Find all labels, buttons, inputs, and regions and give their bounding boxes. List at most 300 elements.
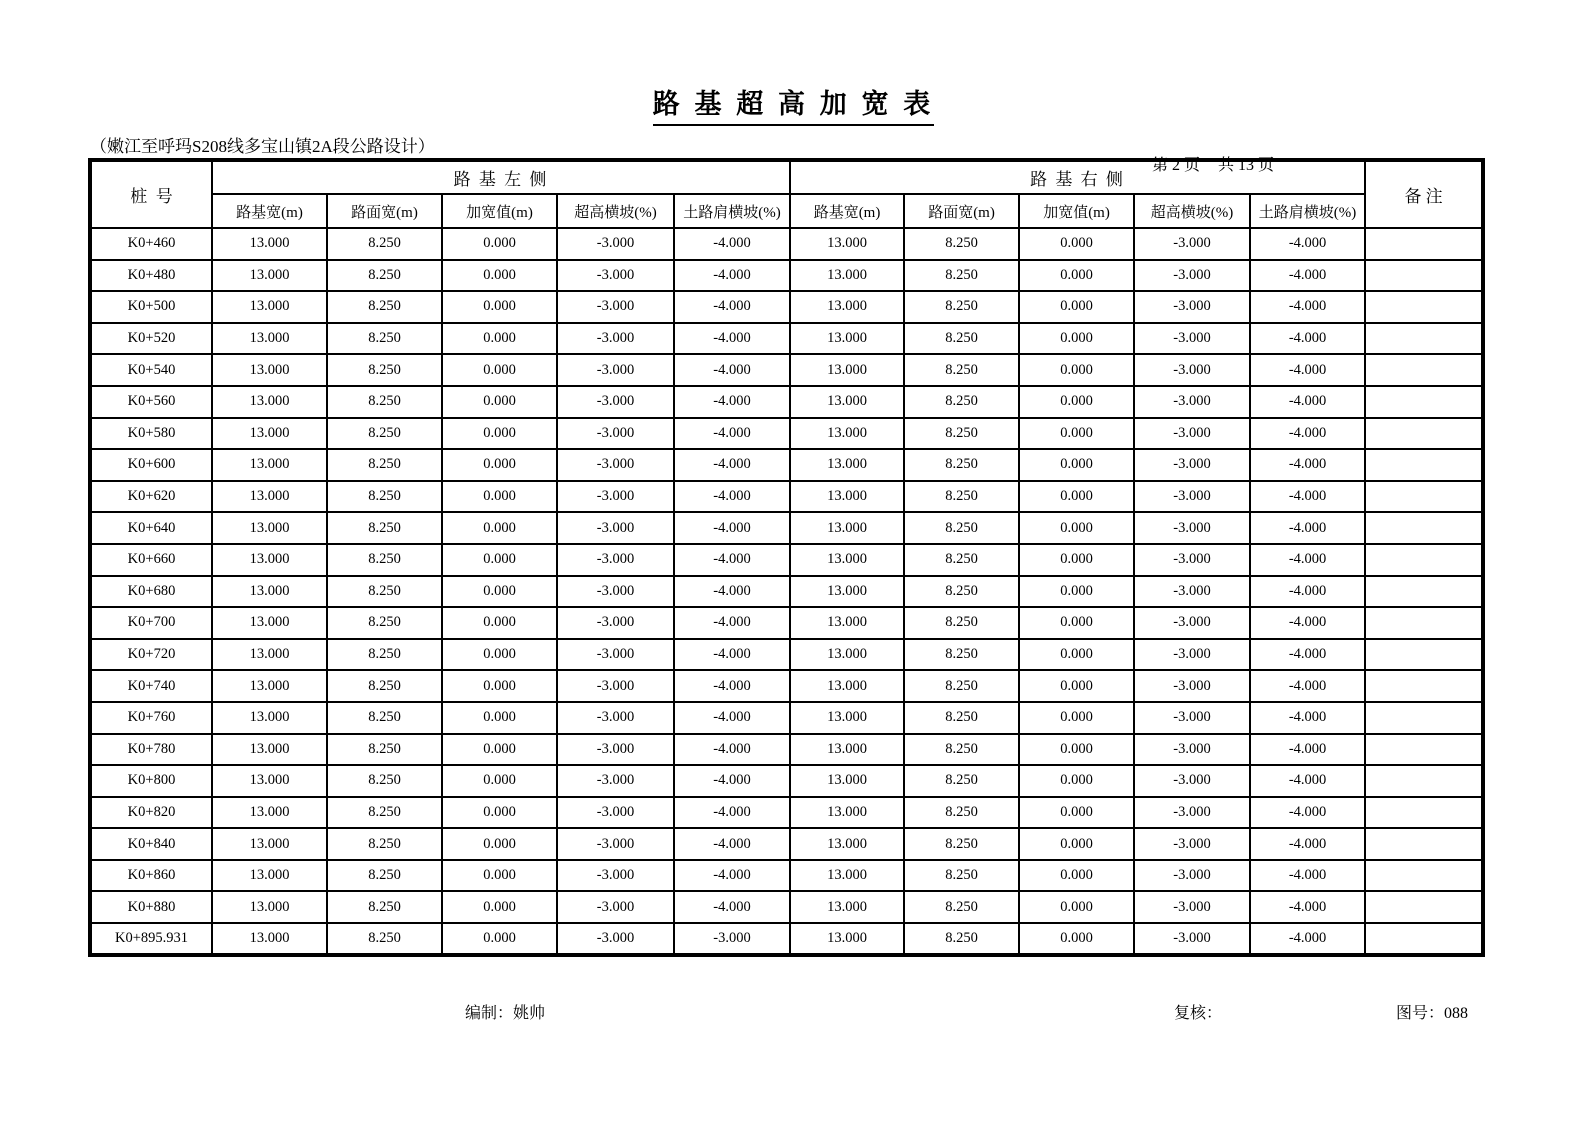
right-superelevation-slope-cell: -3.000 [1134, 734, 1250, 766]
col-header-station: 桩 号 [90, 160, 212, 228]
right-shoulder-slope-cell: -4.000 [1250, 860, 1365, 892]
station-cell: K0+480 [90, 260, 212, 292]
right-shoulder-slope-cell: -4.000 [1250, 797, 1365, 829]
left-roadbed-width-cell: 13.000 [212, 923, 327, 955]
right-pavement-width-cell: 8.250 [904, 512, 1019, 544]
note-cell [1365, 765, 1483, 797]
left-roadbed-width-cell: 13.000 [212, 418, 327, 450]
right-pavement-width-cell: 8.250 [904, 260, 1019, 292]
right-widening-value-cell: 0.000 [1019, 607, 1134, 639]
left-widening-value-cell: 0.000 [442, 639, 557, 671]
left-pavement-width-cell: 8.250 [327, 639, 442, 671]
note-cell [1365, 386, 1483, 418]
right-roadbed-width-cell: 13.000 [790, 544, 904, 576]
left-widening-value-cell: 0.000 [442, 860, 557, 892]
left-superelevation-slope-cell: -3.000 [557, 323, 674, 355]
left-shoulder-slope-cell: -4.000 [674, 323, 790, 355]
left-roadbed-width-cell: 13.000 [212, 449, 327, 481]
note-cell [1365, 670, 1483, 702]
right-shoulder-slope-cell: -4.000 [1250, 291, 1365, 323]
note-cell [1365, 481, 1483, 513]
table-row [90, 639, 1483, 671]
table-row [90, 228, 1483, 260]
left-pavement-width-cell: 8.250 [327, 607, 442, 639]
station-cell: K0+700 [90, 607, 212, 639]
left-superelevation-slope-cell: -3.000 [557, 449, 674, 481]
left-roadbed-width-cell: 13.000 [212, 797, 327, 829]
table-body [90, 228, 1483, 955]
note-cell [1365, 354, 1483, 386]
left-pavement-width-cell: 8.250 [327, 923, 442, 955]
left-pavement-width-cell: 8.250 [327, 291, 442, 323]
right-roadbed-width-cell: 13.000 [790, 797, 904, 829]
table-row [90, 923, 1483, 955]
left-roadbed-width-cell: 13.000 [212, 323, 327, 355]
right-shoulder-slope-cell: -4.000 [1250, 323, 1365, 355]
col-header-right-section: 路 基 右 侧 [790, 160, 1365, 194]
left-pavement-width-cell: 8.250 [327, 734, 442, 766]
left-pavement-width-cell: 8.250 [327, 512, 442, 544]
right-superelevation-slope-cell: -3.000 [1134, 828, 1250, 860]
note-cell [1365, 544, 1483, 576]
left-roadbed-width-cell: 13.000 [212, 260, 327, 292]
right-roadbed-width-cell: 13.000 [790, 860, 904, 892]
left-widening-value-cell: 0.000 [442, 828, 557, 860]
right-superelevation-slope-cell: -3.000 [1134, 797, 1250, 829]
station-cell: K0+780 [90, 734, 212, 766]
left-shoulder-slope-cell: -4.000 [674, 291, 790, 323]
left-superelevation-slope-cell: -3.000 [557, 544, 674, 576]
left-shoulder-slope-cell: -4.000 [674, 891, 790, 923]
right-roadbed-width-cell: 13.000 [790, 607, 904, 639]
col-header-right-superelevation-slope: 超高横坡(%) [1134, 194, 1250, 228]
station-cell: K0+540 [90, 354, 212, 386]
left-superelevation-slope-cell: -3.000 [557, 228, 674, 260]
note-cell [1365, 512, 1483, 544]
meta-row [0, 132, 1587, 174]
left-widening-value-cell: 0.000 [442, 765, 557, 797]
left-pavement-width-cell: 8.250 [327, 891, 442, 923]
left-superelevation-slope-cell: -3.000 [557, 702, 674, 734]
left-shoulder-slope-cell: -3.000 [674, 923, 790, 955]
right-widening-value-cell: 0.000 [1019, 797, 1134, 829]
right-widening-value-cell: 0.000 [1019, 449, 1134, 481]
right-widening-value-cell: 0.000 [1019, 828, 1134, 860]
right-pavement-width-cell: 8.250 [904, 607, 1019, 639]
left-widening-value-cell: 0.000 [442, 512, 557, 544]
left-widening-value-cell: 0.000 [442, 354, 557, 386]
current-page-label: 第 2 页 [1152, 157, 1201, 174]
left-roadbed-width-cell: 13.000 [212, 860, 327, 892]
right-superelevation-slope-cell: -3.000 [1134, 860, 1250, 892]
right-superelevation-slope-cell: -3.000 [1134, 418, 1250, 450]
right-shoulder-slope-cell: -4.000 [1250, 228, 1365, 260]
station-cell: K0+660 [90, 544, 212, 576]
right-widening-value-cell: 0.000 [1019, 418, 1134, 450]
station-cell: K0+880 [90, 891, 212, 923]
right-roadbed-width-cell: 13.000 [790, 923, 904, 955]
left-roadbed-width-cell: 13.000 [212, 734, 327, 766]
right-shoulder-slope-cell: -4.000 [1250, 544, 1365, 576]
note-cell [1365, 891, 1483, 923]
left-widening-value-cell: 0.000 [442, 923, 557, 955]
right-roadbed-width-cell: 13.000 [790, 702, 904, 734]
left-roadbed-width-cell: 13.000 [212, 576, 327, 608]
left-pavement-width-cell: 8.250 [327, 765, 442, 797]
left-roadbed-width-cell: 13.000 [212, 828, 327, 860]
right-superelevation-slope-cell: -3.000 [1134, 576, 1250, 608]
left-superelevation-slope-cell: -3.000 [557, 828, 674, 860]
right-pavement-width-cell: 8.250 [904, 291, 1019, 323]
right-shoulder-slope-cell: -4.000 [1250, 828, 1365, 860]
left-shoulder-slope-cell: -4.000 [674, 418, 790, 450]
station-cell: K0+760 [90, 702, 212, 734]
left-widening-value-cell: 0.000 [442, 670, 557, 702]
left-superelevation-slope-cell: -3.000 [557, 765, 674, 797]
table-row [90, 702, 1483, 734]
right-roadbed-width-cell: 13.000 [790, 418, 904, 450]
right-superelevation-slope-cell: -3.000 [1134, 923, 1250, 955]
left-widening-value-cell: 0.000 [442, 544, 557, 576]
station-cell: K0+560 [90, 386, 212, 418]
left-widening-value-cell: 0.000 [442, 576, 557, 608]
left-roadbed-width-cell: 13.000 [212, 702, 327, 734]
right-roadbed-width-cell: 13.000 [790, 228, 904, 260]
page-title: 路 基 超 高 加 宽 表 [653, 82, 935, 126]
right-widening-value-cell: 0.000 [1019, 860, 1134, 892]
col-header-left-roadbed-width: 路基宽(m) [212, 194, 327, 228]
left-superelevation-slope-cell: -3.000 [557, 670, 674, 702]
right-superelevation-slope-cell: -3.000 [1134, 670, 1250, 702]
compiled-by-label: 编制：姚帅 [465, 1005, 546, 1022]
col-header-right-pavement-width: 路面宽(m) [904, 194, 1019, 228]
col-header-right-roadbed-width: 路基宽(m) [790, 194, 904, 228]
left-pavement-width-cell: 8.250 [327, 481, 442, 513]
station-cell: K0+680 [90, 576, 212, 608]
right-widening-value-cell: 0.000 [1019, 354, 1134, 386]
right-shoulder-slope-cell: -4.000 [1250, 576, 1365, 608]
right-pavement-width-cell: 8.250 [904, 797, 1019, 829]
right-superelevation-slope-cell: -3.000 [1134, 639, 1250, 671]
right-superelevation-slope-cell: -3.000 [1134, 702, 1250, 734]
right-shoulder-slope-cell: -4.000 [1250, 670, 1365, 702]
left-superelevation-slope-cell: -3.000 [557, 891, 674, 923]
superelevation-widening-table [88, 158, 1485, 957]
left-shoulder-slope-cell: -4.000 [674, 702, 790, 734]
page-number-info [1128, 134, 1292, 193]
right-pavement-width-cell: 8.250 [904, 639, 1019, 671]
note-cell [1365, 702, 1483, 734]
table-row [90, 418, 1483, 450]
right-pavement-width-cell: 8.250 [904, 670, 1019, 702]
right-superelevation-slope-cell: -3.000 [1134, 291, 1250, 323]
table-row [90, 765, 1483, 797]
note-cell [1365, 418, 1483, 450]
right-roadbed-width-cell: 13.000 [790, 891, 904, 923]
right-pavement-width-cell: 8.250 [904, 576, 1019, 608]
left-shoulder-slope-cell: -4.000 [674, 734, 790, 766]
col-header-left-shoulder-slope: 土路肩横坡(%) [674, 194, 790, 228]
right-pavement-width-cell: 8.250 [904, 228, 1019, 260]
left-roadbed-width-cell: 13.000 [212, 512, 327, 544]
note-cell [1365, 291, 1483, 323]
right-roadbed-width-cell: 13.000 [790, 512, 904, 544]
right-pavement-width-cell: 8.250 [904, 734, 1019, 766]
note-cell [1365, 797, 1483, 829]
right-pavement-width-cell: 8.250 [904, 354, 1019, 386]
left-superelevation-slope-cell: -3.000 [557, 512, 674, 544]
right-roadbed-width-cell: 13.000 [790, 828, 904, 860]
table-row [90, 607, 1483, 639]
note-cell [1365, 639, 1483, 671]
right-widening-value-cell: 0.000 [1019, 323, 1134, 355]
table-row [90, 797, 1483, 829]
left-superelevation-slope-cell: -3.000 [557, 481, 674, 513]
table-row [90, 354, 1483, 386]
station-cell: K0+520 [90, 323, 212, 355]
right-widening-value-cell: 0.000 [1019, 891, 1134, 923]
right-superelevation-slope-cell: -3.000 [1134, 765, 1250, 797]
left-widening-value-cell: 0.000 [442, 702, 557, 734]
right-widening-value-cell: 0.000 [1019, 576, 1134, 608]
left-superelevation-slope-cell: -3.000 [557, 860, 674, 892]
right-superelevation-slope-cell: -3.000 [1134, 607, 1250, 639]
table-row [90, 481, 1483, 513]
note-cell [1365, 607, 1483, 639]
left-widening-value-cell: 0.000 [442, 228, 557, 260]
table-row [90, 734, 1483, 766]
left-pavement-width-cell: 8.250 [327, 228, 442, 260]
right-pavement-width-cell: 8.250 [904, 386, 1019, 418]
table-row [90, 291, 1483, 323]
left-widening-value-cell: 0.000 [442, 481, 557, 513]
col-header-left-widening-value: 加宽值(m) [442, 194, 557, 228]
col-header-right-widening-value: 加宽值(m) [1019, 194, 1134, 228]
left-widening-value-cell: 0.000 [442, 607, 557, 639]
col-header-right-shoulder-slope: 土路肩横坡(%) [1250, 194, 1365, 228]
left-shoulder-slope-cell: -4.000 [674, 860, 790, 892]
left-superelevation-slope-cell: -3.000 [557, 639, 674, 671]
left-widening-value-cell: 0.000 [442, 386, 557, 418]
station-cell: K0+580 [90, 418, 212, 450]
right-superelevation-slope-cell: -3.000 [1134, 891, 1250, 923]
station-cell: K0+860 [90, 860, 212, 892]
right-roadbed-width-cell: 13.000 [790, 260, 904, 292]
station-cell: K0+720 [90, 639, 212, 671]
table-row [90, 449, 1483, 481]
left-roadbed-width-cell: 13.000 [212, 607, 327, 639]
right-roadbed-width-cell: 13.000 [790, 734, 904, 766]
right-superelevation-slope-cell: -3.000 [1134, 260, 1250, 292]
station-cell: K0+620 [90, 481, 212, 513]
station-cell: K0+640 [90, 512, 212, 544]
left-roadbed-width-cell: 13.000 [212, 639, 327, 671]
left-shoulder-slope-cell: -4.000 [674, 481, 790, 513]
right-shoulder-slope-cell: -4.000 [1250, 449, 1365, 481]
right-pavement-width-cell: 8.250 [904, 323, 1019, 355]
table-row [90, 544, 1483, 576]
drawing-number-label: 图号：088 [1396, 1005, 1469, 1022]
left-widening-value-cell: 0.000 [442, 797, 557, 829]
right-pavement-width-cell: 8.250 [904, 418, 1019, 450]
right-widening-value-cell: 0.000 [1019, 544, 1134, 576]
right-widening-value-cell: 0.000 [1019, 702, 1134, 734]
note-cell [1365, 734, 1483, 766]
station-cell: K0+460 [90, 228, 212, 260]
left-pavement-width-cell: 8.250 [327, 544, 442, 576]
left-shoulder-slope-cell: -4.000 [674, 639, 790, 671]
right-widening-value-cell: 0.000 [1019, 512, 1134, 544]
right-superelevation-slope-cell: -3.000 [1134, 449, 1250, 481]
col-header-left-superelevation-slope: 超高横坡(%) [557, 194, 674, 228]
right-shoulder-slope-cell: -4.000 [1250, 260, 1365, 292]
left-pavement-width-cell: 8.250 [327, 670, 442, 702]
left-pavement-width-cell: 8.250 [327, 386, 442, 418]
right-shoulder-slope-cell: -4.000 [1250, 891, 1365, 923]
left-superelevation-slope-cell: -3.000 [557, 576, 674, 608]
note-cell [1365, 828, 1483, 860]
right-widening-value-cell: 0.000 [1019, 734, 1134, 766]
table-header-row-columns [90, 194, 1483, 228]
left-superelevation-slope-cell: -3.000 [557, 607, 674, 639]
table-row [90, 670, 1483, 702]
left-superelevation-slope-cell: -3.000 [557, 734, 674, 766]
note-cell [1365, 576, 1483, 608]
left-superelevation-slope-cell: -3.000 [557, 260, 674, 292]
right-roadbed-width-cell: 13.000 [790, 386, 904, 418]
right-superelevation-slope-cell: -3.000 [1134, 323, 1250, 355]
table-row [90, 260, 1483, 292]
left-roadbed-width-cell: 13.000 [212, 481, 327, 513]
left-pavement-width-cell: 8.250 [327, 323, 442, 355]
right-pavement-width-cell: 8.250 [904, 702, 1019, 734]
left-widening-value-cell: 0.000 [442, 891, 557, 923]
note-cell [1365, 323, 1483, 355]
right-widening-value-cell: 0.000 [1019, 386, 1134, 418]
right-shoulder-slope-cell: -4.000 [1250, 354, 1365, 386]
right-shoulder-slope-cell: -4.000 [1250, 765, 1365, 797]
left-shoulder-slope-cell: -4.000 [674, 386, 790, 418]
right-superelevation-slope-cell: -3.000 [1134, 228, 1250, 260]
right-widening-value-cell: 0.000 [1019, 923, 1134, 955]
col-header-notes: 备 注 [1365, 160, 1483, 228]
left-widening-value-cell: 0.000 [442, 291, 557, 323]
left-shoulder-slope-cell: -4.000 [674, 607, 790, 639]
left-pavement-width-cell: 8.250 [327, 260, 442, 292]
note-cell [1365, 923, 1483, 955]
left-pavement-width-cell: 8.250 [327, 702, 442, 734]
left-shoulder-slope-cell: -4.000 [674, 797, 790, 829]
left-shoulder-slope-cell: -4.000 [674, 512, 790, 544]
station-cell: K0+800 [90, 765, 212, 797]
left-pavement-width-cell: 8.250 [327, 354, 442, 386]
right-shoulder-slope-cell: -4.000 [1250, 734, 1365, 766]
right-shoulder-slope-cell: -4.000 [1250, 386, 1365, 418]
station-cell: K0+840 [90, 828, 212, 860]
left-widening-value-cell: 0.000 [442, 260, 557, 292]
table-row [90, 512, 1483, 544]
reviewed-by-label: 复核： [1174, 1005, 1223, 1022]
right-widening-value-cell: 0.000 [1019, 260, 1134, 292]
note-cell [1365, 860, 1483, 892]
right-superelevation-slope-cell: -3.000 [1134, 512, 1250, 544]
right-shoulder-slope-cell: -4.000 [1250, 512, 1365, 544]
left-superelevation-slope-cell: -3.000 [557, 386, 674, 418]
right-shoulder-slope-cell: -4.000 [1250, 481, 1365, 513]
station-cell: K0+740 [90, 670, 212, 702]
right-widening-value-cell: 0.000 [1019, 639, 1134, 671]
left-superelevation-slope-cell: -3.000 [557, 354, 674, 386]
table-row [90, 576, 1483, 608]
left-superelevation-slope-cell: -3.000 [557, 923, 674, 955]
title-wrap [0, 0, 1587, 126]
left-widening-value-cell: 0.000 [442, 734, 557, 766]
left-pavement-width-cell: 8.250 [327, 797, 442, 829]
left-shoulder-slope-cell: -4.000 [674, 765, 790, 797]
station-cell: K0+820 [90, 797, 212, 829]
station-cell: K0+600 [90, 449, 212, 481]
left-shoulder-slope-cell: -4.000 [674, 449, 790, 481]
left-pavement-width-cell: 8.250 [327, 449, 442, 481]
left-roadbed-width-cell: 13.000 [212, 228, 327, 260]
right-widening-value-cell: 0.000 [1019, 291, 1134, 323]
col-header-left-pavement-width: 路面宽(m) [327, 194, 442, 228]
right-superelevation-slope-cell: -3.000 [1134, 544, 1250, 576]
left-shoulder-slope-cell: -4.000 [674, 576, 790, 608]
left-superelevation-slope-cell: -3.000 [557, 797, 674, 829]
station-cell: K0+895.931 [90, 923, 212, 955]
table-row [90, 323, 1483, 355]
left-widening-value-cell: 0.000 [442, 449, 557, 481]
right-pavement-width-cell: 8.250 [904, 481, 1019, 513]
right-shoulder-slope-cell: -4.000 [1250, 702, 1365, 734]
right-pavement-width-cell: 8.250 [904, 828, 1019, 860]
left-roadbed-width-cell: 13.000 [212, 670, 327, 702]
left-pavement-width-cell: 8.250 [327, 828, 442, 860]
right-shoulder-slope-cell: -4.000 [1250, 607, 1365, 639]
left-shoulder-slope-cell: -4.000 [674, 260, 790, 292]
left-widening-value-cell: 0.000 [442, 418, 557, 450]
left-superelevation-slope-cell: -3.000 [557, 418, 674, 450]
left-shoulder-slope-cell: -4.000 [674, 828, 790, 860]
left-shoulder-slope-cell: -4.000 [674, 228, 790, 260]
right-shoulder-slope-cell: -4.000 [1250, 923, 1365, 955]
project-subtitle: （嫩江至呼玛S208线多宝山镇2A段公路设计） [90, 137, 435, 156]
left-roadbed-width-cell: 13.000 [212, 891, 327, 923]
station-cell: K0+500 [90, 291, 212, 323]
right-pavement-width-cell: 8.250 [904, 860, 1019, 892]
left-roadbed-width-cell: 13.000 [212, 354, 327, 386]
right-shoulder-slope-cell: -4.000 [1250, 639, 1365, 671]
note-cell [1365, 260, 1483, 292]
right-widening-value-cell: 0.000 [1019, 481, 1134, 513]
left-superelevation-slope-cell: -3.000 [557, 291, 674, 323]
right-pavement-width-cell: 8.250 [904, 923, 1019, 955]
right-superelevation-slope-cell: -3.000 [1134, 386, 1250, 418]
left-shoulder-slope-cell: -4.000 [674, 670, 790, 702]
right-pavement-width-cell: 8.250 [904, 765, 1019, 797]
right-roadbed-width-cell: 13.000 [790, 765, 904, 797]
left-widening-value-cell: 0.000 [442, 323, 557, 355]
left-shoulder-slope-cell: -4.000 [674, 354, 790, 386]
right-roadbed-width-cell: 13.000 [790, 323, 904, 355]
right-shoulder-slope-cell: -4.000 [1250, 418, 1365, 450]
left-roadbed-width-cell: 13.000 [212, 386, 327, 418]
right-roadbed-width-cell: 13.000 [790, 576, 904, 608]
left-roadbed-width-cell: 13.000 [212, 765, 327, 797]
right-widening-value-cell: 0.000 [1019, 670, 1134, 702]
right-roadbed-width-cell: 13.000 [790, 291, 904, 323]
